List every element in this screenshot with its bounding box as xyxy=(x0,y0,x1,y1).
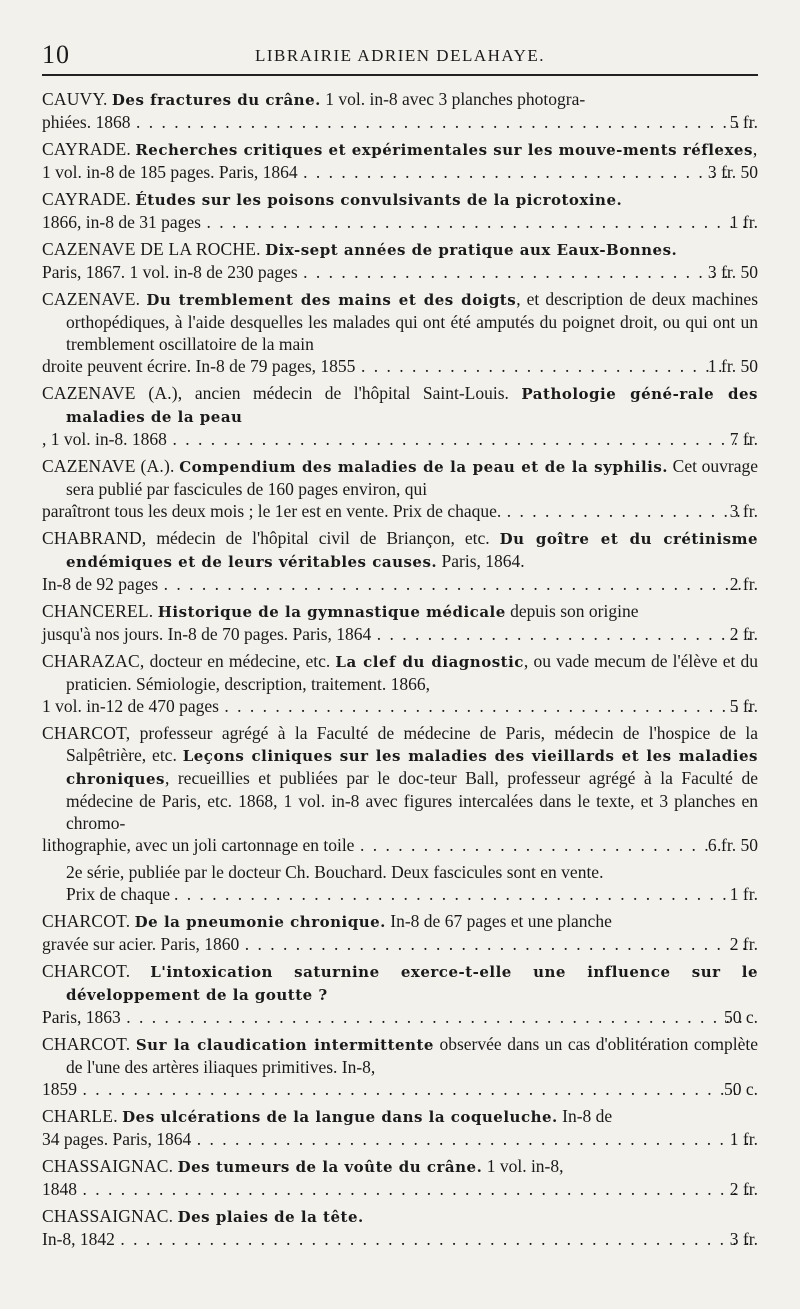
entry-last-text: Paris, 1867. 1 vol. in-8 de 230 pages xyxy=(42,262,298,282)
entry-title: Historique de la gymnastique médicale xyxy=(157,603,506,621)
entry-last-line xyxy=(66,883,758,905)
entry-last-line xyxy=(42,1006,758,1028)
entry-price: 6 fr. 50 xyxy=(707,835,758,855)
entry-text: 1 vol. in-8 avec 3 planches photogra- xyxy=(320,89,586,109)
entry-last-line xyxy=(42,211,758,233)
entry-text: docteur en médecine, etc. xyxy=(144,651,336,671)
catalogue-entry xyxy=(42,600,758,645)
entry-text: Cet ouvrage sera publié par fascicules de 160 pages environ, qui xyxy=(66,456,758,499)
dot-leader xyxy=(302,161,728,183)
entry-author: CHARCOT, xyxy=(42,723,131,743)
entry-author: CHABRAND, xyxy=(42,528,147,548)
entry-author: CHARCOT. xyxy=(42,1034,131,1054)
entry-last-line xyxy=(42,1078,758,1100)
dot-leader xyxy=(125,1006,744,1028)
catalogue-entry xyxy=(42,1105,758,1150)
entry-last-line xyxy=(42,161,758,183)
entry-price: 1 fr. xyxy=(729,1129,758,1149)
entry-price: 2 fr. xyxy=(729,1179,758,1199)
entry-last-line xyxy=(42,834,758,856)
entry-text: 2e série, publiée par le docteur Ch. Bouchard. Deux fascicules sont en vente. xyxy=(66,862,604,882)
entry-last-text: In-8, 1842 xyxy=(42,1229,115,1249)
entry-price: 50 c. xyxy=(723,1079,758,1099)
catalogue-entry xyxy=(42,1033,758,1100)
entry-author: CAUVY. xyxy=(42,89,108,109)
dot-leader xyxy=(119,1228,750,1250)
entry-price: 7 fr. xyxy=(729,429,758,449)
entry-title: Pathologie géné-rale des maladies de la peau xyxy=(66,385,759,426)
entry-text: In-8 de xyxy=(557,1106,613,1126)
entry-author: CHANCEREL. xyxy=(42,601,154,621)
entry-price: 3 fr. 50 xyxy=(707,162,758,182)
entry-last-line xyxy=(42,355,758,377)
running-title: LIBRAIRIE ADRIEN DELAHAYE. xyxy=(254,46,546,65)
entry-last-line xyxy=(42,261,758,283)
catalogue-entry xyxy=(42,1155,758,1200)
entry-title: Du goître et du crétinisme endémiques et de leurs véritables causes. xyxy=(66,530,759,571)
entry-title: La clef du diagnostic xyxy=(335,653,524,671)
entry-price: 50 c. xyxy=(723,1007,758,1027)
entry-last-text: 1866, in-8 de 31 pages xyxy=(42,212,201,232)
page-number: 10 xyxy=(42,40,70,69)
catalogue-entry xyxy=(42,138,758,183)
entry-author: CHARCOT. xyxy=(42,961,131,981)
entry-text: , recueillies et publiées par le doc-teur Ball, professeur agrégé à la Faculté de médecine de Paris, etc. 1868, 1 vol. in-8 avec figures intercalées dans le texte, et 3 planches en chromo- xyxy=(66,768,758,833)
entry-title: Des fractures du crâne. xyxy=(111,91,321,109)
entry-title: Des tumeurs de la voûte du crâne. xyxy=(177,1158,483,1176)
entry-price: 3 fr. 50 xyxy=(707,262,758,282)
dot-leader xyxy=(81,1078,744,1100)
header-rule xyxy=(42,74,758,76)
entry-author: CAYRADE. xyxy=(42,139,131,159)
entry-last-text: 1 vol. in-8 de 185 pages. Paris, 1864 xyxy=(42,162,298,182)
entry-title: Dix-sept années de pratique aux Eaux-Bonnes. xyxy=(265,241,678,259)
entry-last-line xyxy=(42,623,758,645)
entry-last-line xyxy=(42,573,758,595)
catalogue-entry xyxy=(42,650,758,717)
entry-last-text: paraîtront tous les deux mois ; le 1er est en vente. Prix de chaque. xyxy=(42,501,502,521)
dot-leader xyxy=(223,695,750,717)
entry-text: professeur agrégé à la Faculté de médecine de Paris, médecin de l'hospice de la Salpêtrière, etc. xyxy=(66,723,758,765)
entry-price: 5 fr. xyxy=(729,112,758,132)
dot-leader xyxy=(195,1128,750,1150)
entry-price: 1 fr. 50 xyxy=(707,356,758,376)
entry-text: depuis son origine xyxy=(505,601,639,621)
entry-title: L'intoxication saturnine exerce-t-elle une influence sur le développement de la goutte ? xyxy=(66,963,758,1004)
dot-leader xyxy=(171,428,750,450)
entry-last-text: 1848 xyxy=(42,1179,77,1199)
entry-price: 1 fr. xyxy=(729,884,758,904)
entry-author: CHARLE. xyxy=(42,1106,118,1126)
entry-text: In-8 de 67 pages et une planche xyxy=(385,911,612,931)
catalogue-entry xyxy=(42,288,758,377)
dot-leader xyxy=(358,834,727,856)
catalogue-entry xyxy=(42,910,758,955)
entry-text: , xyxy=(752,139,758,159)
entry-author: CAZENAVE (A.), xyxy=(42,383,183,403)
entry-text: , ou vade mecum de l'élève et du praticien. Sémiologie, description, traitement. 1866, xyxy=(66,651,759,694)
catalogue-entry xyxy=(42,960,758,1028)
catalogue-entry xyxy=(42,1205,758,1250)
catalogue-entry xyxy=(42,238,758,283)
entry-last-text: gravée sur acier. Paris, 1860 xyxy=(42,934,240,954)
entry-author: CHARCOT. xyxy=(42,911,131,931)
entry-author: CHASSAIGNAC. xyxy=(42,1206,174,1226)
entry-last-line xyxy=(42,111,758,133)
catalogue-entry xyxy=(42,722,758,856)
catalogue-entry xyxy=(42,861,758,905)
entry-author: CAYRADE. xyxy=(42,189,131,209)
entry-author: CHARAZAC, xyxy=(42,651,145,671)
entry-title: Études sur les poisons convulsivants de la picrotoxine. xyxy=(135,191,623,209)
entry-title: De la pneumonie chronique. xyxy=(134,913,386,931)
entry-title: Compendium des maladies de la peau et de la syphilis. xyxy=(179,458,669,476)
entry-title: Du tremblement des mains et des doigts xyxy=(146,291,517,309)
entry-title: Recherches critiques et expérimentales sur les mouve-ments réflexes xyxy=(135,141,753,159)
entry-last-text: jusqu'à nos jours. In-8 de 70 pages. Paris, 1864 xyxy=(42,624,372,644)
entry-text: médecin de l'hôpital civil de Briançon, etc. xyxy=(146,528,500,548)
entry-author: CAZENAVE (A.). xyxy=(42,456,175,476)
dot-leader xyxy=(375,623,750,645)
entry-price: 2 fr. xyxy=(729,934,758,954)
entries-list xyxy=(42,88,758,1255)
entry-last-line xyxy=(42,1178,758,1200)
dot-leader xyxy=(505,500,750,522)
entry-price: 3 fr. xyxy=(729,1229,758,1249)
entry-price: 5 fr. xyxy=(729,696,758,716)
entry-price: 2 fr. xyxy=(729,574,758,594)
entry-last-text: 34 pages. Paris, 1864 xyxy=(42,1129,192,1149)
catalogue-entry xyxy=(42,88,758,133)
entry-last-text: phiées. 1868 xyxy=(42,112,131,132)
entry-text: ancien médecin de l'hôpital Saint-Louis. xyxy=(182,383,522,403)
catalogue-entry xyxy=(42,455,758,522)
entry-last-line xyxy=(42,695,758,717)
entry-price: 1 fr. xyxy=(729,212,758,232)
page-header xyxy=(42,40,758,72)
dot-leader xyxy=(302,261,728,283)
entry-text: 1 vol. in-8, xyxy=(482,1156,564,1176)
entry-text: , et description de deux machines orthopédiques, à l'aide desquelles les malades qui ont été amputés du poignet droit, ou qui ont un tremblement oscillatoire de la main xyxy=(66,289,759,354)
dot-leader xyxy=(174,883,726,905)
entry-last-text: lithographie, avec un joli cartonnage en toile xyxy=(42,835,355,855)
entry-text: Paris, 1864. xyxy=(437,551,525,571)
entry-price: 3 fr. xyxy=(729,501,758,521)
dot-leader xyxy=(359,355,727,377)
entry-title: Sur la claudication intermittente xyxy=(135,1036,434,1054)
entry-last-text: 1 vol. in-12 de 470 pages xyxy=(42,696,219,716)
dot-leader xyxy=(205,211,750,233)
entry-last-text: droite peuvent écrire. In-8 de 79 pages, 1855 xyxy=(42,356,356,376)
entry-text: observée dans un cas d'oblitération complète de l'une des artères iliaques primitives. In-8, xyxy=(66,1034,759,1077)
entry-last-line xyxy=(42,428,758,450)
entry-last-line xyxy=(42,1128,758,1150)
entry-last-line xyxy=(42,933,758,955)
entry-last-line xyxy=(42,500,758,522)
catalogue-entry xyxy=(42,382,758,450)
entry-last-text: In-8 de 92 pages xyxy=(42,574,159,594)
catalogue-entry xyxy=(42,188,758,233)
entry-title: Des plaies de la tête. xyxy=(177,1208,364,1226)
entry-author: CHASSAIGNAC. xyxy=(42,1156,174,1176)
entry-last-text: , 1 vol. in-8. 1868 xyxy=(42,429,167,449)
dot-leader xyxy=(134,111,749,133)
entry-last-text: Prix de chaque xyxy=(66,884,170,904)
entry-price: 2 fr. xyxy=(729,624,758,644)
dot-leader xyxy=(243,933,750,955)
catalogue-entry xyxy=(42,527,758,595)
entry-last-text: 1859 xyxy=(42,1079,77,1099)
entry-last-text: Paris, 1863 xyxy=(42,1007,121,1027)
entry-title: Des ulcérations de la langue dans la coqueluche. xyxy=(122,1108,558,1126)
entry-author: CAZENAVE DE LA ROCHE. xyxy=(42,239,261,259)
entry-author: CAZENAVE. xyxy=(42,289,141,309)
dot-leader xyxy=(162,573,750,595)
entry-title: Leçons cliniques sur les maladies des vieillards et les maladies chroniques xyxy=(66,747,758,788)
dot-leader xyxy=(81,1178,750,1200)
entry-last-line xyxy=(42,1228,758,1250)
